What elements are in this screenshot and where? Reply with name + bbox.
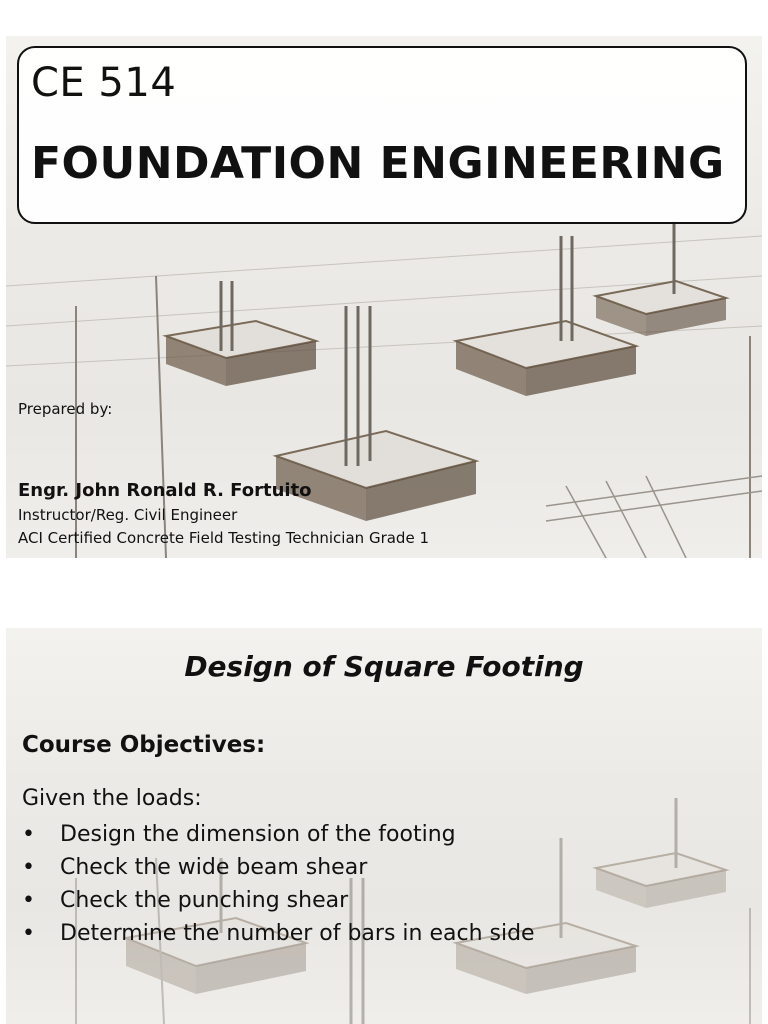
slide-title: Design of Square Footing	[184, 650, 584, 683]
objectives-heading: Course Objectives:	[22, 732, 266, 758]
bullet-icon: •	[22, 921, 35, 946]
given-label: Given the loads:	[22, 786, 202, 811]
list-item	[22, 884, 535, 917]
title-slide	[6, 36, 762, 558]
objectives-list	[22, 818, 535, 950]
objective-text: Design the dimension of the footing	[60, 822, 456, 847]
objective-text: Check the punching shear	[60, 888, 349, 913]
bullet-icon: •	[22, 888, 35, 913]
list-item	[22, 917, 535, 950]
objective-text: Determine the number of bars in each side	[60, 921, 535, 946]
bullet-icon: •	[22, 855, 35, 880]
course-code: CE 514	[31, 60, 177, 106]
title-box	[17, 46, 747, 224]
objectives-slide	[6, 628, 762, 1024]
author-certification: ACI Certified Concrete Field Testing Technician Grade 1	[18, 529, 429, 547]
bullet-icon: •	[22, 822, 35, 847]
list-item	[22, 818, 535, 851]
author-role: Instructor/Reg. Civil Engineer	[18, 506, 238, 524]
course-title: FOUNDATION ENGINEERING	[31, 138, 725, 189]
author-name: Engr. John Ronald R. Fortuito	[18, 480, 312, 501]
prepared-by-label: Prepared by:	[18, 400, 113, 418]
objective-text: Check the wide beam shear	[60, 855, 368, 880]
list-item	[22, 851, 535, 884]
